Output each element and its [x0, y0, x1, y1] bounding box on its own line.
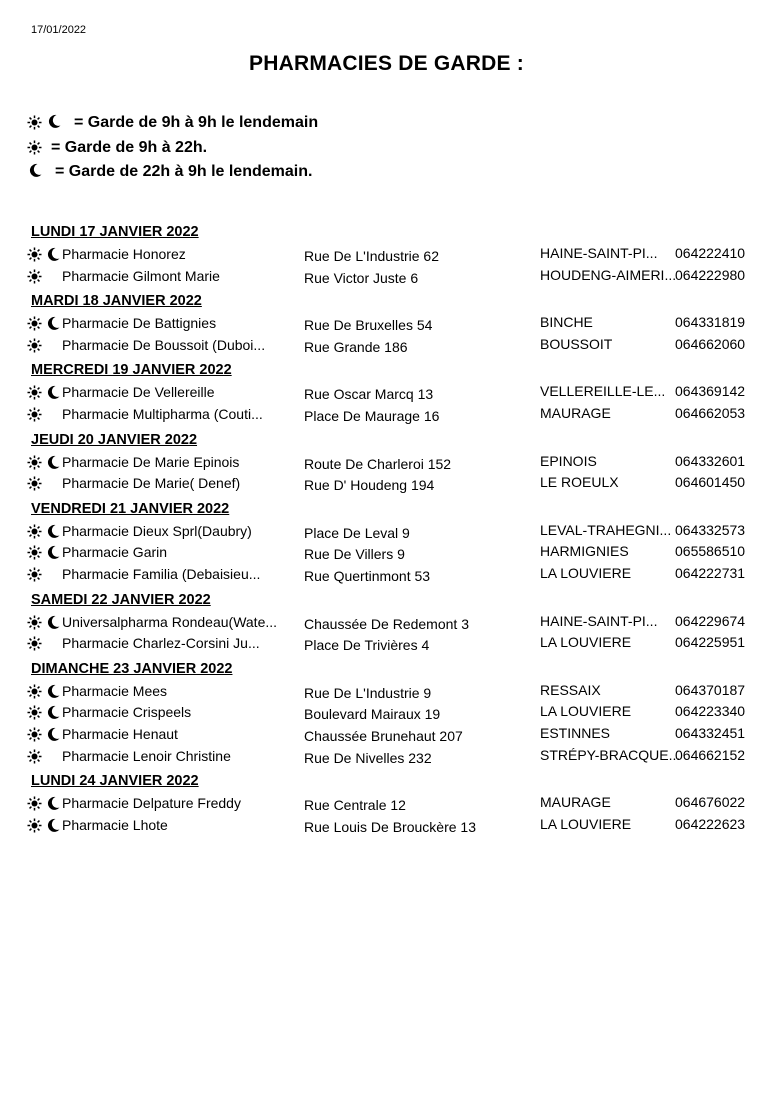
pharmacy-row — [0, 335, 773, 357]
pharmacy-row — [0, 815, 773, 837]
moon-icon — [47, 247, 60, 262]
pharmacy-street: Rue Victor Juste 6 — [304, 269, 419, 286]
moon-icon — [47, 524, 60, 539]
pharmacy-city: RESSAIX — [540, 681, 601, 698]
pharmacy-street: Rue Grande 186 — [304, 338, 408, 355]
day-title: DIMANCHE 23 JANVIER 2022 — [31, 660, 233, 677]
schedule-icons — [27, 385, 63, 401]
day-title: VENDREDI 21 JANVIER 2022 — [31, 500, 230, 517]
legend-row-day — [27, 136, 318, 161]
pharmacy-city: MAURAGE — [540, 794, 611, 811]
pharmacy-name: Pharmacie De Boussoit (Duboi... — [62, 336, 266, 353]
pharmacy-row — [0, 521, 773, 543]
sun-icon — [27, 140, 42, 155]
pharmacy-city: BINCHE — [540, 314, 593, 331]
pharmacy-street: Rue De L'Industrie 62 — [304, 248, 439, 264]
moon-icon — [47, 455, 60, 470]
pharmacy-name: Pharmacie Garin — [62, 544, 168, 561]
sun-icon — [27, 567, 42, 582]
sun-icon — [27, 684, 42, 699]
day-section — [0, 428, 773, 495]
pharmacy-phone: 064662152 — [675, 746, 746, 763]
pharmacy-street: Place De Leval 9 — [304, 524, 410, 541]
schedule-icons — [27, 269, 63, 285]
pharmacy-phone: 064332601 — [675, 452, 746, 469]
pharmacy-row — [0, 724, 773, 746]
pharmacy-city: LE ROEULX — [540, 474, 619, 491]
pharmacy-name: Pharmacie Mees — [62, 682, 168, 699]
pharmacy-phone: 064222623 — [675, 815, 746, 832]
pharmacy-city: HARMIGNIES — [540, 543, 629, 560]
pharmacy-name: Pharmacie Henaut — [62, 725, 178, 742]
pharmacy-phone: 064676022 — [675, 794, 746, 811]
pharmacy-phone: 064225951 — [675, 634, 746, 651]
pharmacy-street: Rue Quertinmont 53 — [304, 567, 431, 584]
schedule-icons — [27, 615, 63, 631]
day-section — [0, 497, 773, 586]
pharmacy-row — [0, 746, 773, 768]
pharmacy-city: MAURAGE — [540, 404, 611, 421]
pharmacy-name: Pharmacie De Battignies — [62, 315, 217, 332]
pharmacy-street: Rue D' Houdeng 194 — [304, 477, 435, 494]
pharmacy-city: HOUDENG-AIMERI... — [540, 266, 677, 283]
pharmacy-row — [0, 681, 773, 703]
moon-icon — [47, 385, 60, 400]
pharmacy-street: Rue De Bruxelles 54 — [304, 317, 433, 334]
moon-icon — [47, 615, 60, 630]
pharmacy-phone: 064222410 — [675, 245, 746, 261]
day-section — [0, 358, 773, 425]
day-section — [0, 657, 773, 767]
sun-icon — [27, 545, 42, 560]
pharmacy-row — [0, 452, 773, 474]
pharmacy-phone: 064370187 — [675, 681, 746, 698]
legend-row-night — [27, 160, 318, 185]
pharmacy-city: HAINE-SAINT-PI... — [540, 245, 658, 261]
schedule-icons — [27, 545, 63, 561]
pharmacy-name: Pharmacie Lhote — [62, 816, 168, 833]
pharmacy-row — [0, 473, 773, 495]
day-title: JEUDI 20 JANVIER 2022 — [31, 431, 198, 448]
moon-icon — [47, 316, 60, 331]
day-section — [0, 289, 773, 356]
pharmacy-street: Rue Louis De Brouckère 13 — [304, 818, 476, 835]
sun-icon — [27, 115, 42, 130]
pharmacy-name: Pharmacie Multipharma (Couti... — [62, 405, 263, 422]
pharmacy-phone: 064229674 — [675, 612, 746, 629]
pharmacy-phone: 064223340 — [675, 703, 746, 720]
sun-icon — [27, 316, 42, 331]
pharmacy-city: ESTINNES — [540, 724, 611, 741]
pharmacy-phone: 065586510 — [675, 543, 746, 560]
sun-icon — [27, 727, 42, 742]
pharmacy-row — [0, 542, 773, 564]
pharmacy-name: Pharmacie Delpature Freddy — [62, 795, 241, 812]
sun-icon — [27, 455, 42, 470]
pharmacy-city: EPINOIS — [540, 452, 597, 469]
sun-icon — [27, 247, 42, 262]
moon-icon — [48, 114, 61, 129]
pharmacy-phone: 064222980 — [675, 266, 746, 283]
schedule-icons — [27, 684, 63, 700]
schedule-icons — [27, 636, 63, 652]
sun-icon — [27, 524, 42, 539]
pharmacy-name: Pharmacie Familia (Debaisieu... — [62, 565, 261, 582]
pharmacy-row — [0, 244, 773, 266]
moon-icon — [47, 727, 60, 742]
day-title: LUNDI 24 JANVIER 2022 — [31, 773, 199, 790]
pharmacy-street: Rue De Nivelles 232 — [304, 749, 432, 766]
sun-icon — [27, 705, 42, 720]
schedule-icons — [27, 407, 63, 423]
sun-icon — [27, 636, 42, 651]
sun-icon — [27, 407, 42, 422]
sun-icon — [27, 269, 42, 284]
pharmacy-city: VELLEREILLE-LE... — [540, 383, 666, 400]
document-date: 17/01/2022 — [31, 24, 87, 36]
moon-icon — [47, 796, 60, 811]
pharmacy-street: Rue Centrale 12 — [304, 797, 406, 814]
schedule-icons — [27, 567, 63, 583]
sun-icon — [27, 615, 42, 630]
schedule-icons — [27, 818, 63, 834]
pharmacy-phone: 064662053 — [675, 404, 746, 421]
pharmacy-row — [0, 564, 773, 586]
sun-icon — [27, 385, 42, 400]
pharmacy-name: Pharmacie Dieux Sprl(Daubry) — [62, 522, 252, 539]
pharmacy-city: LA LOUVIERE — [540, 703, 632, 720]
day-title: MARDI 18 JANVIER 2022 — [31, 293, 202, 310]
pharmacy-name: Universalpharma Rondeau(Wate... — [62, 613, 278, 630]
schedule-icons — [27, 796, 63, 812]
pharmacy-city: LA LOUVIERE — [540, 634, 632, 651]
pharmacy-street: Chaussée De Redemont 3 — [304, 615, 469, 632]
pharmacy-city: LA LOUVIERE — [540, 564, 632, 581]
pharmacy-row — [0, 266, 773, 288]
page-title: PHARMACIES DE GARDE : — [249, 52, 524, 75]
pharmacy-street: Boulevard Mairaux 19 — [304, 706, 441, 723]
pharmacy-street: Rue De L'Industrie 9 — [304, 684, 432, 701]
pharmacy-city: LA LOUVIERE — [540, 815, 632, 832]
pharmacy-city: HAINE-SAINT-PI... — [540, 612, 658, 629]
pharmacy-phone: 064662060 — [675, 335, 746, 352]
pharmacy-city: BOUSSOIT — [540, 335, 613, 352]
pharmacy-street: Place De Maurage 16 — [304, 407, 440, 424]
schedule-icons — [27, 727, 63, 743]
pharmacy-row — [0, 633, 773, 655]
day-title: LUNDI 17 JANVIER 2022 — [31, 224, 199, 240]
moon-icon — [47, 545, 60, 560]
pharmacy-row — [0, 313, 773, 335]
pharmacy-street: Route De Charleroi 152 — [304, 455, 452, 472]
pharmacy-name: Pharmacie De Vellereille — [62, 384, 215, 401]
schedule-icons — [27, 316, 63, 332]
pharmacy-row — [0, 793, 773, 815]
sun-icon — [27, 796, 42, 811]
pharmacy-phone: 064332451 — [675, 724, 746, 741]
pharmacy-row — [0, 702, 773, 724]
legend-text: = Garde de 9h à 22h. — [51, 138, 208, 156]
day-title: MERCREDI 19 JANVIER 2022 — [31, 362, 232, 379]
pharmacy-street: Place De Trivières 4 — [304, 637, 430, 654]
legend — [27, 111, 318, 185]
pharmacy-name: Pharmacie De Marie( Denef) — [62, 475, 241, 492]
legend-text: = Garde de 9h à 9h le lendemain — [74, 114, 319, 132]
pharmacy-phone: 064369142 — [675, 383, 746, 400]
schedule — [0, 218, 773, 836]
day-section — [0, 769, 773, 836]
moon-icon — [47, 818, 60, 833]
pharmacy-street: Chaussée Brunehaut 207 — [304, 727, 463, 744]
schedule-icons — [27, 705, 63, 721]
pharmacy-name: Pharmacie Charlez-Corsini Ju... — [62, 635, 260, 652]
schedule-icons — [27, 749, 63, 765]
pharmacy-city: STRÉPY-BRACQUE... — [540, 746, 681, 763]
moon-icon — [29, 163, 42, 178]
pharmacy-name: Pharmacie Gilmont Marie — [62, 267, 220, 284]
moon-icon — [47, 684, 60, 699]
pharmacy-row — [0, 612, 773, 634]
day-title: SAMEDI 22 JANVIER 2022 — [31, 591, 211, 608]
pharmacy-name: Pharmacie De Marie Epinois — [62, 453, 240, 470]
sun-icon — [27, 476, 42, 491]
pharmacy-name: Pharmacie Crispeels — [62, 704, 192, 721]
pharmacy-city: LEVAL-TRAHEGNI... — [540, 521, 672, 538]
moon-icon — [47, 705, 60, 720]
pharmacy-row — [0, 404, 773, 426]
day-section — [0, 220, 773, 287]
sun-icon — [27, 749, 42, 764]
legend-text: = Garde de 22h à 9h le lendemain. — [55, 163, 313, 181]
pharmacy-row — [0, 382, 773, 404]
pharmacy-name: Pharmacie Lenoir Christine — [62, 747, 231, 764]
schedule-icons — [27, 247, 63, 263]
legend-row-day-night — [27, 111, 318, 136]
pharmacy-phone: 064331819 — [675, 314, 746, 331]
pharmacy-phone: 064332573 — [675, 521, 746, 538]
sun-icon — [27, 818, 42, 833]
pharmacy-phone: 064222731 — [675, 564, 746, 581]
pharmacy-street: Rue Oscar Marcq 13 — [304, 386, 434, 403]
schedule-icons — [27, 455, 63, 471]
pharmacy-name: Pharmacie Honorez — [62, 246, 186, 262]
schedule-icons — [27, 476, 63, 492]
pharmacy-phone: 064601450 — [675, 474, 746, 491]
sun-icon — [27, 338, 42, 353]
schedule-icons — [27, 524, 63, 540]
day-section — [0, 588, 773, 655]
schedule-icons — [27, 338, 63, 354]
pharmacy-street: Rue De Villers 9 — [304, 546, 405, 563]
